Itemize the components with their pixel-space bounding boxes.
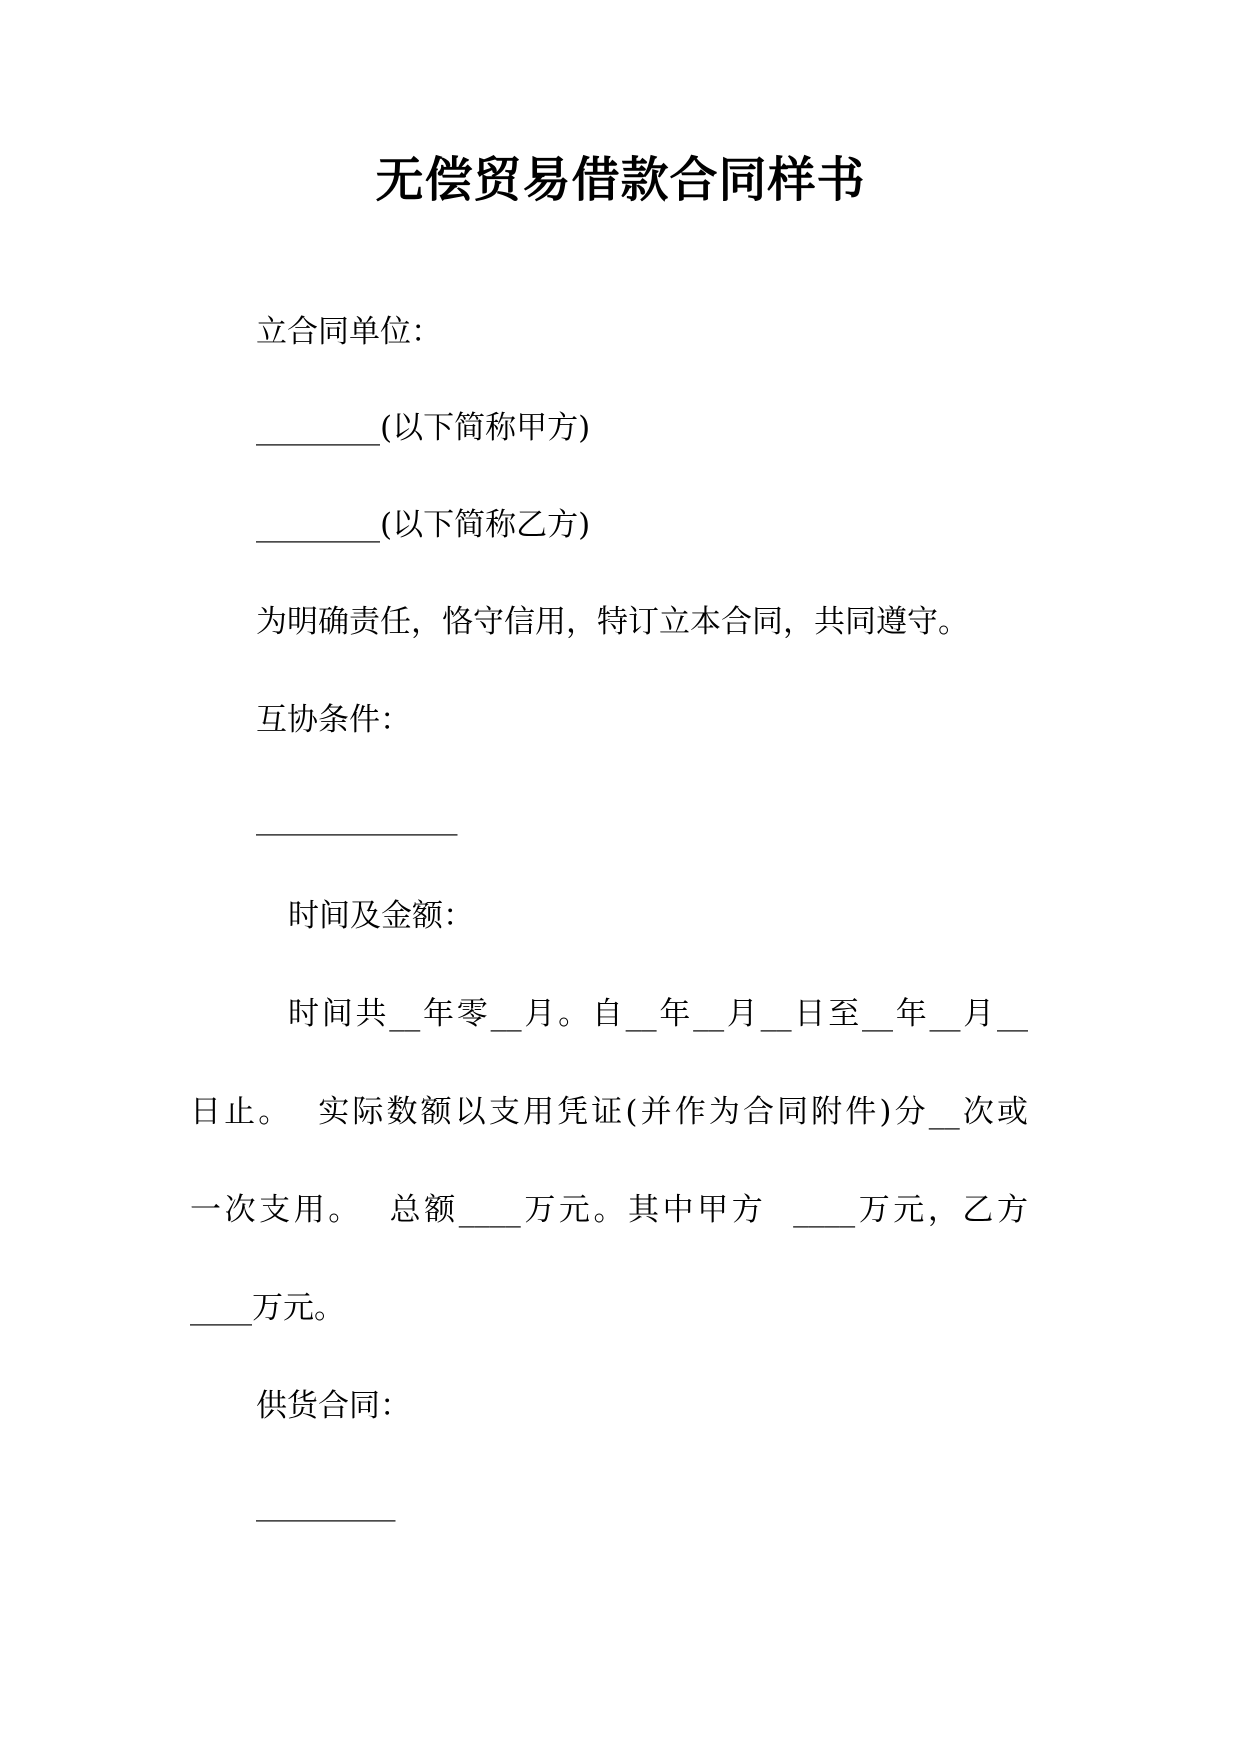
mutual-terms-blank: _____________ — [256, 800, 458, 836]
supply-contract-blank: _________ — [256, 1486, 396, 1522]
mutual-terms-heading: 互协条件： — [256, 702, 411, 738]
time-amount-line-1: 时间共__年零__月。自__年__月__日至__年__月__ — [288, 996, 1028, 1032]
time-amount-line-3: 一次支用。 总额____万元。其中甲方 ____万元，乙方 — [190, 1192, 1028, 1228]
document-title: 无偿贸易借款合同样书 — [375, 152, 866, 208]
time-amount-heading: 时间及金额： — [288, 898, 474, 934]
supply-contract-heading: 供货合同： — [256, 1388, 411, 1424]
time-amount-line-4: ____万元。 — [190, 1290, 345, 1326]
purpose-paragraph: 为明确责任，恪守信用，特订立本合同，共同遵守。 — [256, 604, 969, 640]
time-amount-line-2: 日止。 实际数额以支用凭证(并作为合同附件)分__次或 — [190, 1094, 1028, 1130]
party-b-line: ________(以下简称乙方) — [256, 507, 591, 543]
party-a-line: ________(以下简称甲方) — [256, 410, 591, 446]
parties-heading: 立合同单位： — [256, 314, 442, 350]
